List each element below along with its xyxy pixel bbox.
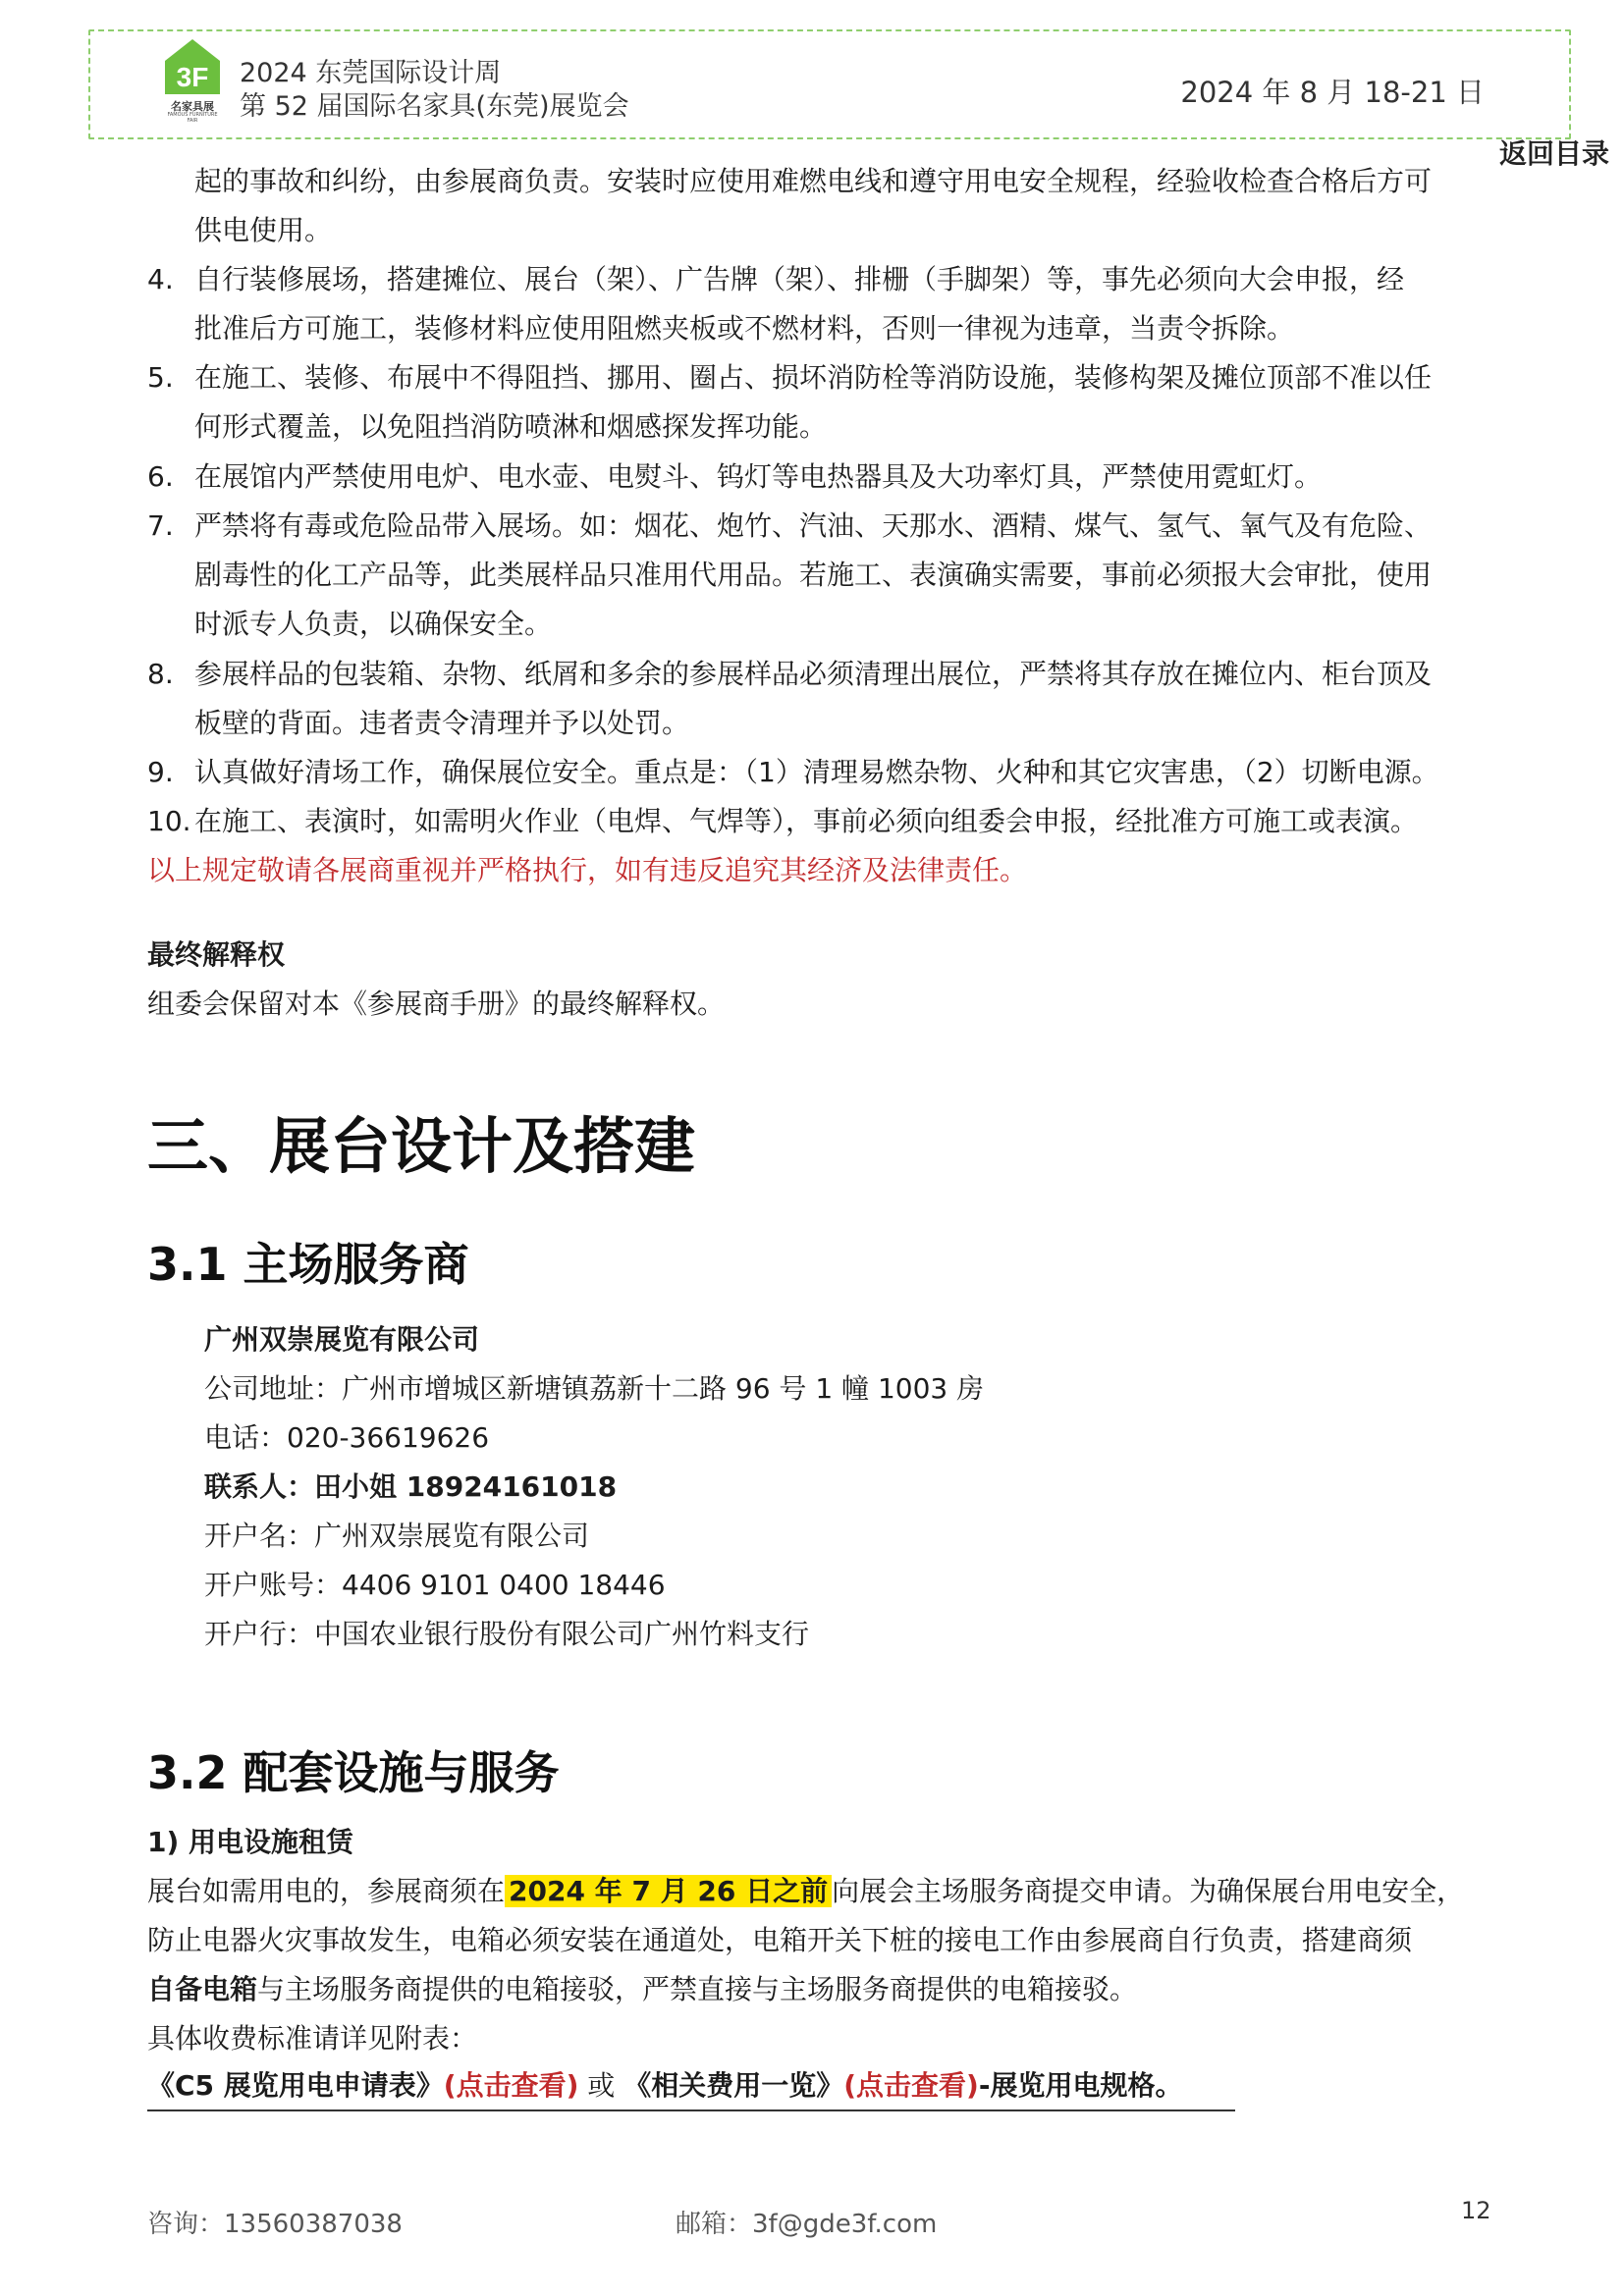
rule-text-line: 时派专人负责，以确保安全。 [194,608,553,640]
header-event-title: 2024 东莞国际设计周 [240,58,502,88]
rule-text-line: 剧毒性的化工产品等，此类展样品只准用代用品。若施工、表演确实需要，事前必须报大会审批，使用 [194,559,1433,591]
final-interpretation-text: 组委会保留对本《参展商手册》的最终解释权。 [147,988,726,1020]
paragraph-text: 展台如需用电的，参展商须在 [147,1875,506,1907]
logo-subtitle: FAMOUS FURNITURE FAIR [167,112,218,124]
appendix-links [147,2061,1182,2110]
company-contact: 联系人：田小姐 18924161018 [204,1470,618,1503]
logo-name: 名家具展 [171,100,214,113]
link-tail-text: -展览用电规格。 [978,2069,1183,2102]
paragraph-text: 与主场服务商提供的电箱接驳，严禁直接与主场服务商提供的电箱接驳。 [257,1973,1138,2005]
links-underline [147,2109,1235,2111]
bank-name: 开户行：中国农业银行股份有限公司广州竹料支行 [204,1618,810,1650]
rule-text-line: 板壁的背面。违者责令清理并予以处罚。 [194,707,690,739]
section-3-1-heading: 3.1 主场服务商 [147,1238,469,1291]
fees-list-link[interactable]: 《相关费用一览》 [623,2069,844,2102]
c5-form-click-link[interactable]: (点击查看) [443,2069,579,2102]
deadline-highlight: 2024 年 7 月 26 日之前 [505,1875,832,1907]
footer-consult: 咨询：13560387038 [147,2210,403,2239]
rule-text-line: 认真做好清场工作，确保展位安全。重点是：（1）清理易燃杂物、火种和其它灾害患，（2）切断电源。 [194,756,1439,788]
footer-email: 邮箱：3f@gde3f.com [676,2210,938,2239]
account-name: 开户名：广州双崇展览有限公司 [204,1520,590,1552]
rule-number: 6. [147,460,174,493]
link-separator: 或 [578,2069,624,2102]
rule-number: 4. [147,263,174,295]
rule-text-line: 参展样品的包装箱、杂物、纸屑和多余的参展样品必须清理出展位，严禁将其存放在摊位内、柜台顶及 [194,658,1433,690]
section-3-heading: 三、展台设计及搭建 [147,1110,696,1182]
rule-text-line: 何形式覆盖，以免阻挡消防喷淋和烟感探发挥功能。 [194,410,828,443]
header-date: 2024 年 8 月 18-21 日 [1180,76,1485,109]
rule-text-line: 严禁将有毒或危险品带入展场。如：烟花、炮竹、汽油、天那水、酒精、煤气、氢气、氧气及有危险、 [194,509,1433,542]
company-phone: 电话：020-36619626 [204,1421,490,1454]
logo-mark: 3F [176,62,209,92]
rule-text-line: 在施工、装修、布展中不得阻挡、挪用、圈占、损坏消防栓等消防设施，装修构架及摊位顶部不准以任 [194,361,1433,394]
page-number: 12 [1461,2197,1491,2224]
rule-number: 9. [147,756,174,788]
emphasis-text: 自备电箱 [147,1973,258,2005]
logo [163,37,222,124]
account-number: 开户账号：4406 9101 0400 18446 [204,1569,666,1601]
rule-number: 8. [147,658,174,690]
paragraph-text: 向展会主场服务商提交申请。为确保展台用电安全， [832,1875,1465,1907]
electricity-paragraph-line-1 [147,1867,1464,1916]
electricity-paragraph-line-3 [147,1965,1137,2014]
rules-warning: 以上规定敬请各展商重视并严格执行，如有违反追究其经济及法律责任。 [147,854,1028,886]
electricity-paragraph-line-2: 防止电器火灾事故发生，电箱必须安装在通道处，电箱开关下桩的接电工作由参展商自行负责，搭建商须 [147,1924,1413,1956]
rule-text-line: 批准后方可施工，装修材料应使用阻燃夹板或不燃材料，否则一律视为违章，当责令拆除。 [194,312,1295,345]
header-exhibition-title: 第 52 届国际名家具(东莞)展览会 [240,91,629,122]
back-to-contents-link[interactable]: 返回目录 [1499,137,1610,170]
rule-text-line: 在展馆内严禁使用电炉、电水壶、电熨斗、钨灯等电热器具及大功率灯具，严禁使用霓虹灯。 [194,460,1323,493]
rule-continuation-line-1: 起的事故和纠纷，由参展商负责。安装时应使用难燃电线和遵守用电安全规程，经验收检查合格后方可 [194,165,1433,197]
subsection-electricity-title: 1) 用电设施租赁 [147,1826,354,1858]
page-header [88,29,1571,139]
rule-number: 7. [147,509,174,542]
company-name: 广州双崇展览有限公司 [204,1323,480,1356]
final-interpretation-title: 最终解释权 [147,938,286,971]
rule-text-line: 自行装修展场，搭建摊位、展台（架）、广告牌（架）、排栅（手脚架）等，事先必须向大会申报，经 [194,263,1405,295]
rule-text-line: 在施工、表演时，如需明火作业（电焊、气焊等），事前必须向组委会申报，经批准方可施工或表演。 [194,805,1419,837]
fees-list-click-link[interactable]: (点击查看) [843,2069,979,2102]
rule-continuation-line-2: 供电使用。 [194,214,333,246]
c5-form-link[interactable]: 《C5 展览用电申请表》 [147,2069,444,2102]
logo-house-icon [163,37,222,96]
company-address: 公司地址：广州市增城区新塘镇荔新十二路 96 号 1 幢 1003 房 [204,1372,985,1405]
fee-reference-text: 具体收费标准请详见附表： [147,2022,478,2055]
rule-number: 10. [147,805,191,837]
rule-number: 5. [147,361,174,394]
section-3-2-heading: 3.2 配套设施与服务 [147,1746,560,1799]
